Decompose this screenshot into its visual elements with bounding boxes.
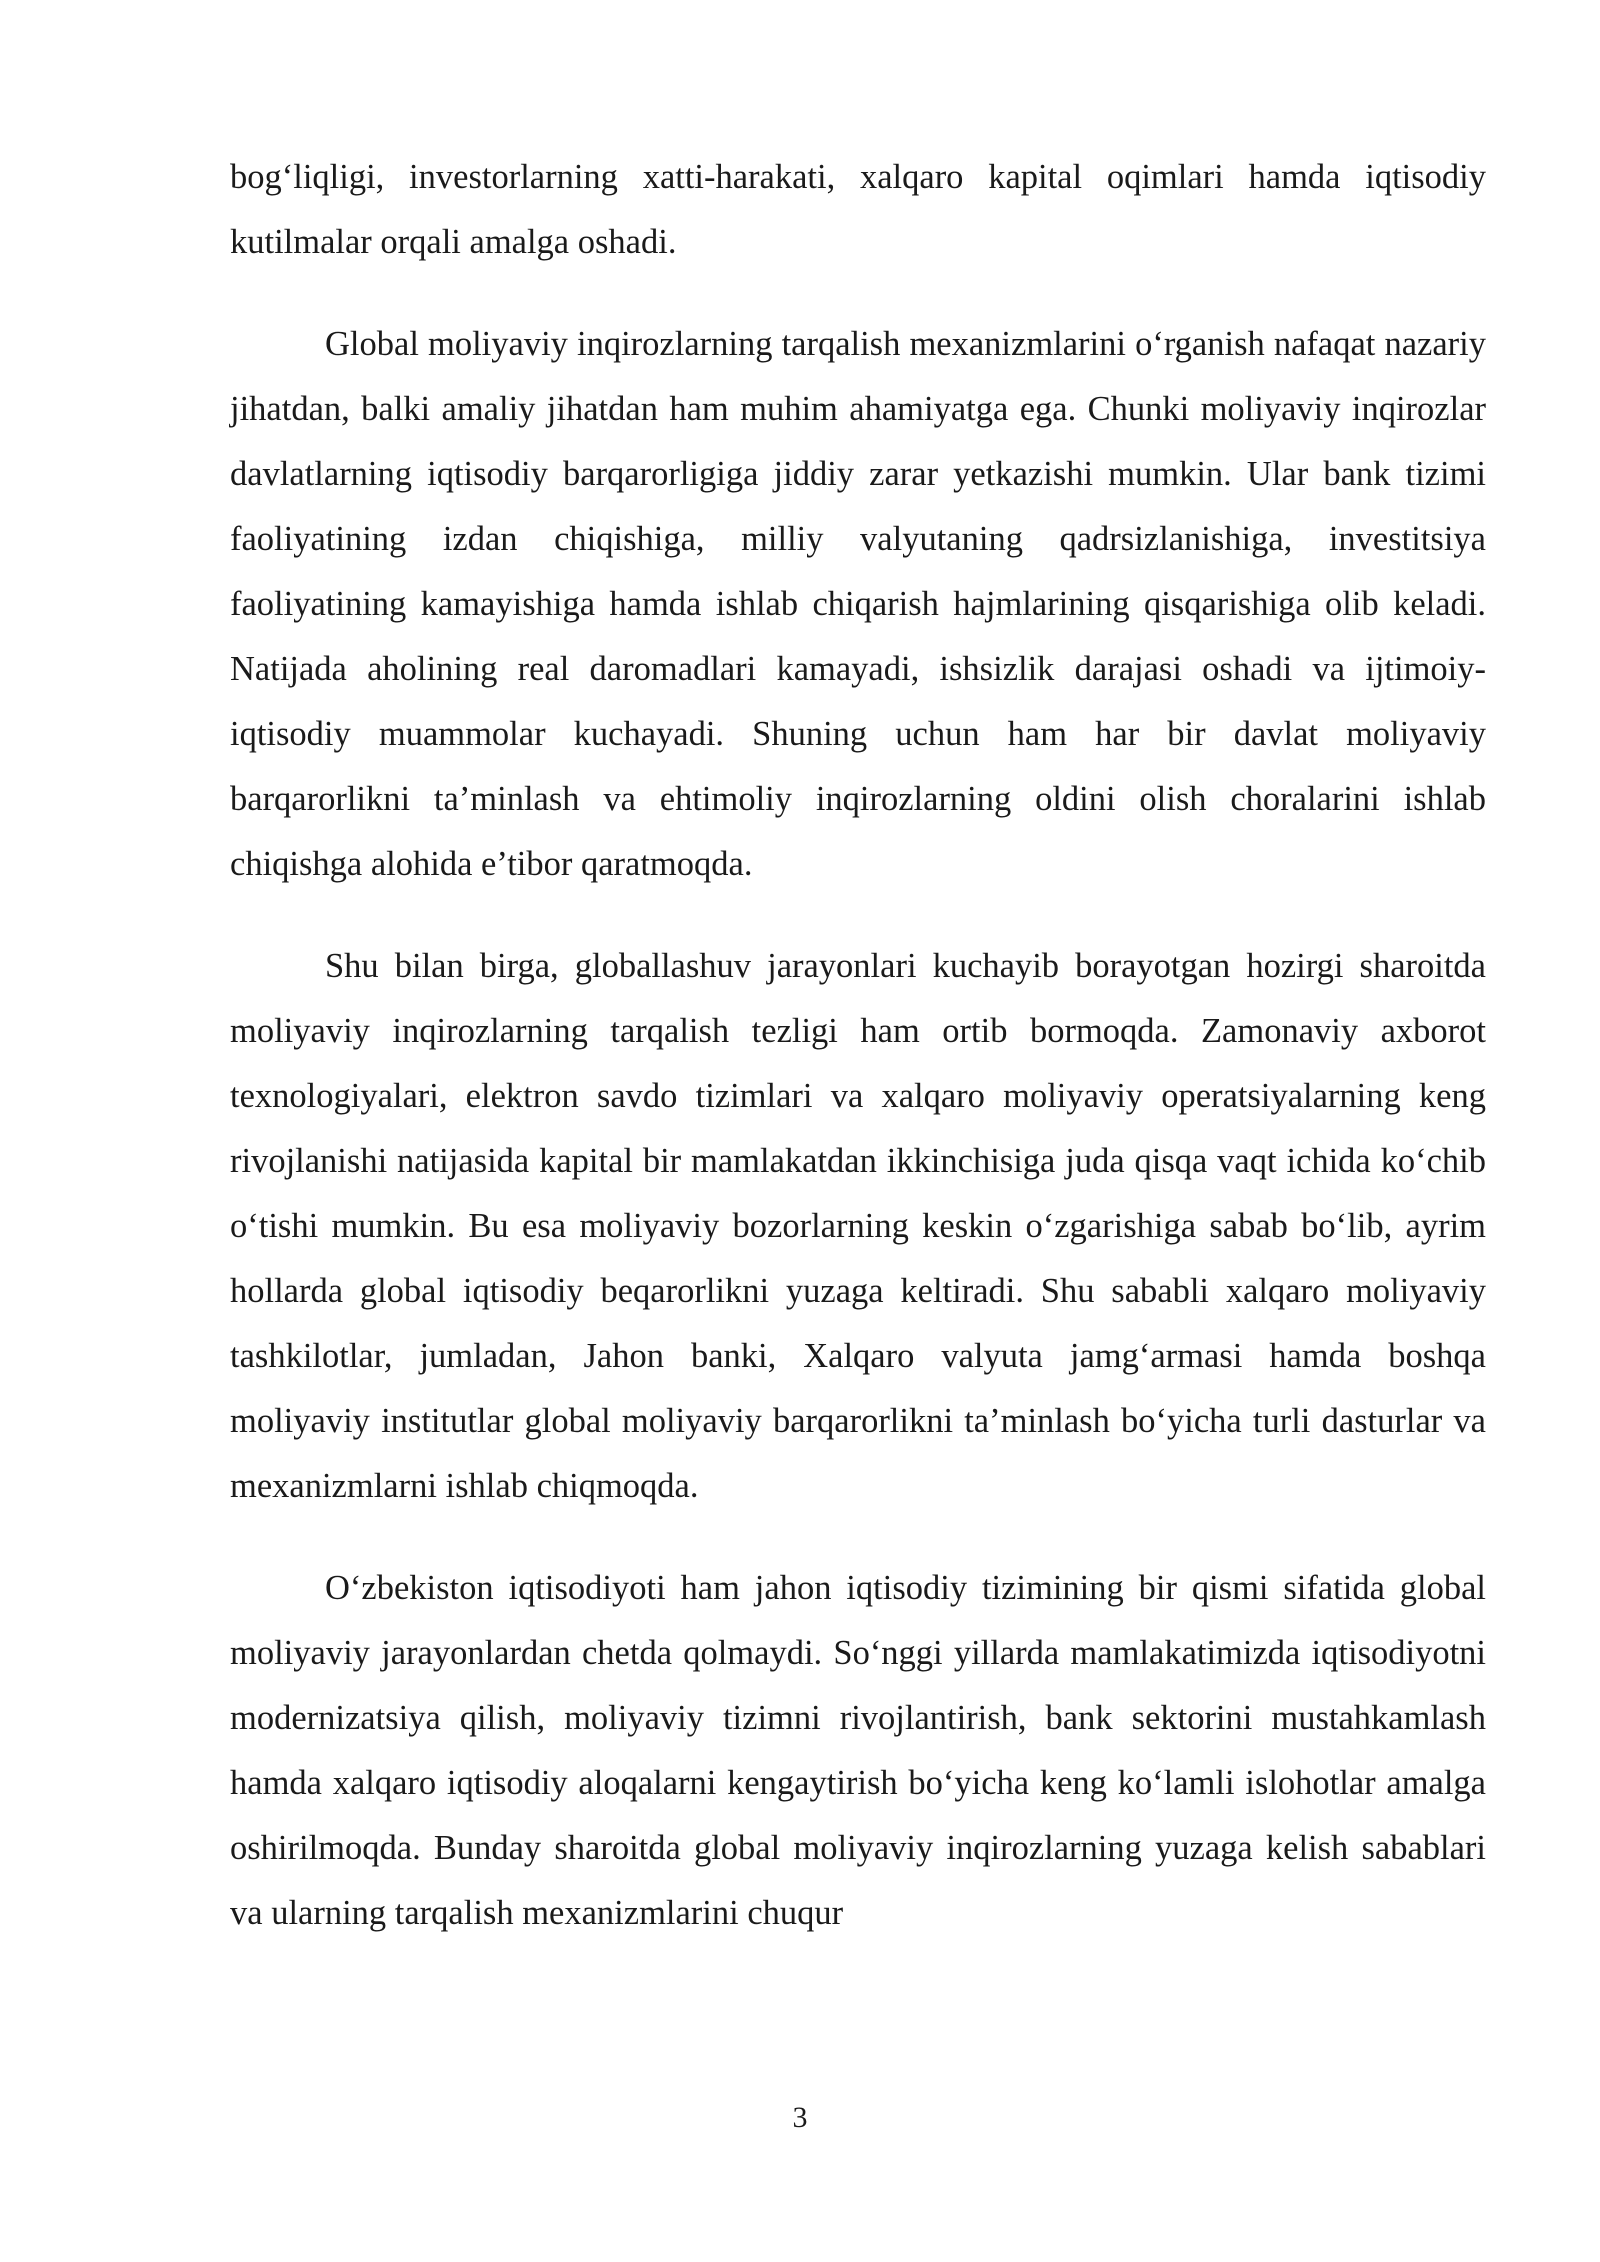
page-number: 3: [792, 2101, 808, 2134]
paragraph-crisis-study-importance: Global moliyaviy inqirozlarning tarqalish mexanizmlarini o‘rganish nafaqat nazariy jihatdan, balki amaliy jihatdan ham muhim ahamiyatga ega. Chunki moliyaviy inqirozlar davlatlarning iqtisodiy barqarorligiga jiddiy zarar yetkazishi mumkin. Ular bank tizimi faoliyatining izdan chiqishiga, milliy valyutaning qadrsizlanishiga, investitsiya faoliyatining kamayishiga hamda ishlab chiqarish hajmlarining qisqarishiga olib keladi. Natijada aholining real daromadlari kamayadi, ishsizlik darajasi oshadi va ijtimoiy-iqtisodiy muammolar kuchayadi. Shuning uchun ham har bir davlat moliyaviy barqarorlikni ta’minlash va ehtimoliy inqirozlarning oldini olish choralarini ishlab chiqishga alohida e’tibor qaratmoqda.: [230, 325, 1486, 883]
paragraph-uzbekistan-economy: O‘zbekiston iqtisodiyoti ham jahon iqtisodiy tizimining bir qismi sifatida global moliyaviy jarayonlardan chetda qolmaydi. So‘nggi yillarda mamlakatimizda iqtisodiyotni modernizatsiya qilish, moliyaviy tizimni rivojlantirish, bank sektorini mustahkamlash hamda xalqaro iqtisodiy aloqalarni kengaytirish bo‘yicha keng ko‘lamli islohotlar amalga oshirilmoqda. Bunday sharoitda global moliyaviy inqirozlarning yuzaga kelish sabablari va ularning tarqalish mexanizmlarini chuqur: [230, 1569, 1486, 1932]
body-text: [230, 145, 1486, 1946]
paragraph-globalization-speed: Shu bilan birga, globallashuv jarayonlari kuchayib borayotgan hozirgi sharoitda moliyaviy inqirozlarning tarqalish tezligi ham ortib bormoqda. Zamonaviy axborot texnologiyalari, elektron savdo tizimlari va xalqaro moliyaviy operatsiyalarning keng rivojlanishi natijasida kapital bir mamlakatdan ikkinchisiga juda qisqa vaqt ichida ko‘chib o‘tishi mumkin. Bu esa moliyaviy bozorlarning keskin o‘zgarishiga sabab bo‘lib, ayrim hollarda global iqtisodiy beqarorlikni yuzaga keltiradi. Shu sababli xalqaro moliyaviy tashkilotlar, jumladan, Jahon banki, Xalqaro valyuta jamg‘armasi hamda boshqa moliyaviy institutlar global moliyaviy barqarorlikni ta’minlash bo‘yicha turli dasturlar va mexanizmlarni ishlab chiqmoqda.: [230, 947, 1486, 1505]
paragraph-continuation: bog‘liqligi, investorlarning xatti-harakati, xalqaro kapital oqimlari hamda iqtisodiy kutilmalar orqali amalga oshadi.: [230, 158, 1486, 261]
